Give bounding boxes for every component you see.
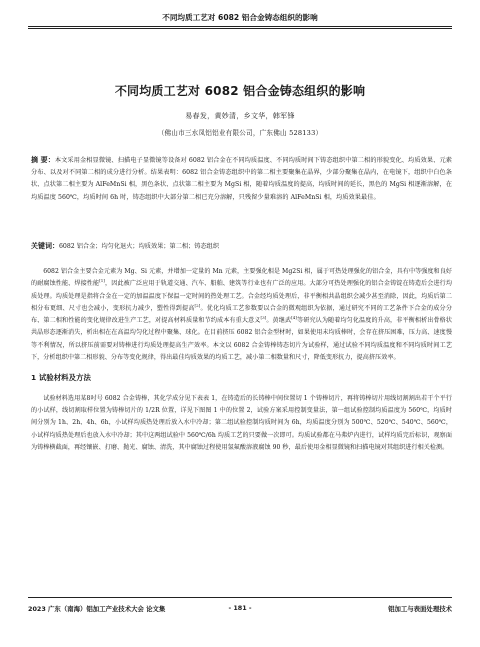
body-paragraph-methods: 试验材料选用某8吋号 6082 合金铸棒，其化学成分见下表表 1，在铸造后的长铸棒中间位置切 1 个铸棒切片，再将铸棒切片用线切割割出若干个平行的小试样，线切割取样位置为铸棒切片的 1/2R 位置，详见下图图 1 中的位置 2，试验方案采用控制变量法，第一组试验控制均质温度为 560℃，均质时间分别为 1h、2h、4h、6h，小试样均质热处理后放入水中冷却；第二组试验控制均质时间为 6h，均质温度分别为 500℃、520℃、540℃、560℃，小试样均质热处理后也放入水中冷却；其中这两组试验中 560℃/6h 均质工艺的只要做一次即可。均质试验都在马弗炉内进行，试样均质完后标识，观察面为铸棒横截面，再经镶嵌、打磨、抛光、腐蚀、清洗，其中腐蚀过程使用氢氟酸溶液腐蚀 90 秒，最后使用金相显微镜和扫描电镜对其组织进行相关检测。 bbox=[31, 394, 452, 451]
body-text: 。优化均质工艺参数要以合金的微观组织为依据，通过研究不同的工艺条件下合金的成分分布、第二相和性能的变化规律改进生产工艺，对提高材料质量和节约成本有重大意义 bbox=[31, 304, 452, 325]
body-paragraph-intro bbox=[31, 266, 452, 364]
paper-body bbox=[31, 266, 452, 454]
page-footer bbox=[28, 597, 452, 615]
citation-ref: [1] bbox=[99, 278, 105, 284]
footer-section: 铝加工与表面处理技术 bbox=[388, 605, 452, 613]
paper-affiliation: （佛山市三水凤铝铝业有限公司，广东佛山 528133） bbox=[157, 129, 323, 137]
body-text: ，因此被广泛应用于轨道交通、汽车、船舶、建筑等行业也有广泛的应用。大部分可热处理强化的铝合金铸锭在铸造后会进行均质处理。均质处理是指将合金在一定的加温温度下保温一定时间的热处理工艺。合金经均质处理后，非平衡相共晶组织会减少甚至消除，因此，均质后第二相分布更细、尺寸也会减小，变形抗力减少，塑性得到提高 bbox=[31, 280, 452, 312]
abstract-label: 摘 要： bbox=[31, 156, 55, 164]
footer-proceedings: 2023 广东（南海）铝加工产业技术大会 论文集 bbox=[28, 605, 166, 613]
abstract-text: 本文采用金相显微镜、扫描电子显微镜等设备对 6082 铝合金在不同均质温度、不同均质时间下铸态组织中第二相的形貌变化、均质效果、元素分布、以及对不同第二相的成分进行分析。结果表明：6082 铝合金铸态组织中的第二相主要聚集在晶界，少部分聚集在晶内，在电镜下，组织中白色条状、点状第二相主要为 AlFeMnSi 相，黑色条状、点状第二相主要为 MgSi 相，随着均质温度的提高，均质时间的延长，黑色的 MgSi 相逐渐溶解，在均质温度 560℃，均质时间 6h 时，铸态组织中大部分第二相已充分溶解，只残留少量难溶的 AlFeMnSi 相，均质效果最佳。 bbox=[31, 157, 453, 201]
paper-title: 不同均质工艺对 6082 铝合金铸态组织的影响 bbox=[114, 84, 366, 98]
running-head: 不同均质工艺对 6082 铝合金铸态组织的影响 bbox=[28, 9, 452, 27]
citation-ref: [2] bbox=[194, 302, 201, 308]
keywords bbox=[31, 240, 452, 253]
body-text: 等研究认为随着均匀化温度的升高，非平衡相析出骨格状共晶形态逐渐消失，析出相在在高温均匀化过程中聚集、球化。在目前挤压 6082 铝合金型材时，如果使用未均质棒时，会存在挤压困难，压力高、速度慢等不利情况，所以挤压前需要对铸棒进行均质处理提高生产效率。本文以 6082 合金铸棒铸态切片为试验样，通过试验不同均质温度和不同均质时间工艺下，分析组织中第二相形貌、分布等变化规律，得出最佳均质效果的均质工艺，减小第二相数量和尺寸，降低变形抗力，提高挤压效率。 bbox=[31, 317, 453, 362]
body-text: 。黄继武 bbox=[266, 317, 292, 325]
keywords-label: 关键词： bbox=[31, 242, 59, 250]
paper-authors: 易春发，黄妙清，乡文华，韩军锋 bbox=[185, 112, 295, 120]
body-text: 6082 铝合金主要合金元素为 Mg、Si 元素，并增加一定量的 Mn 元素，主要强化相是 Mg2Si 相，属于可热处理强化的铝合金，具有中等强度和良好的耐腐蚀性能、焊接性能 bbox=[31, 268, 452, 288]
abstract bbox=[31, 154, 452, 204]
citation-ref: [3] bbox=[260, 315, 267, 321]
citation-ref: [4] bbox=[291, 315, 297, 321]
footer-page-number: - 181 - bbox=[228, 604, 252, 612]
section-heading: 1 试验材料及方法 bbox=[31, 373, 91, 383]
keywords-text: 6082 铝合金；均匀化退火；均质效果；第二相；铸态组织 bbox=[59, 243, 220, 250]
